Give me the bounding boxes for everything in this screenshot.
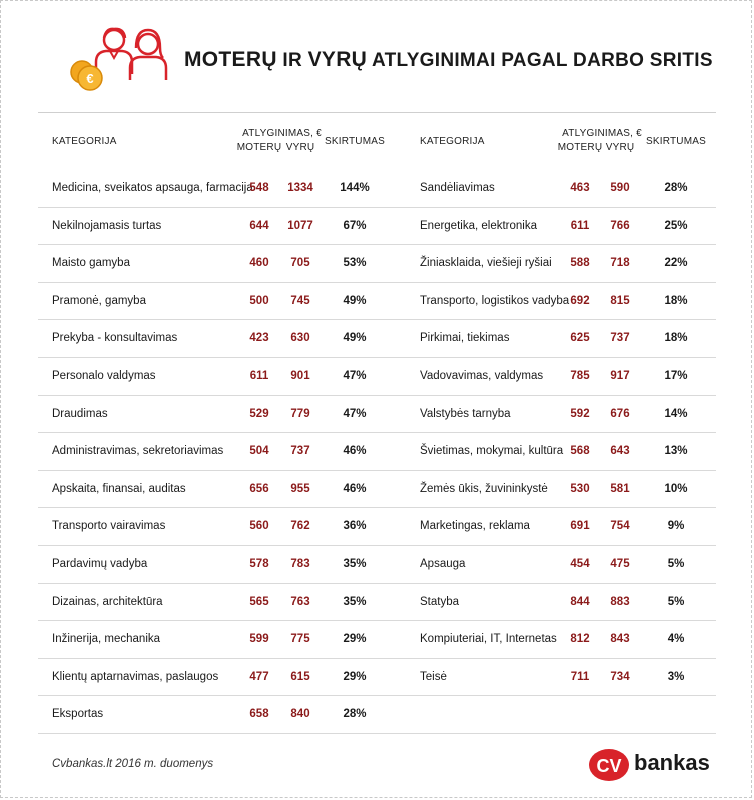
women-salary: 599 bbox=[249, 633, 269, 646]
women-salary: 785 bbox=[570, 369, 590, 382]
women-salary: 504 bbox=[249, 445, 269, 458]
men-salary: 643 bbox=[610, 445, 630, 458]
men-salary: 955 bbox=[290, 482, 310, 495]
table-row bbox=[38, 621, 716, 659]
salary-difference: 35% bbox=[343, 557, 367, 570]
category-label: Sandėliavimas bbox=[420, 182, 495, 194]
category-label: Transporto, logistikos vadyba bbox=[420, 294, 570, 307]
salary-difference: 14% bbox=[664, 407, 688, 420]
table-row bbox=[38, 433, 716, 471]
salary-table bbox=[38, 170, 716, 734]
header-salary-left: ATLYGINIMAS, € bbox=[242, 128, 322, 139]
women-salary: 711 bbox=[570, 670, 590, 683]
women-salary: 477 bbox=[249, 670, 269, 683]
salary-difference: 29% bbox=[343, 670, 367, 683]
table-row bbox=[38, 546, 716, 584]
brand-cv-text: CV bbox=[596, 756, 622, 776]
women-salary: 529 bbox=[249, 407, 269, 420]
men-salary: 718 bbox=[610, 257, 630, 270]
women-salary: 588 bbox=[570, 257, 590, 270]
cv-logo-icon bbox=[588, 748, 632, 782]
category-label: Apsauga bbox=[420, 557, 466, 570]
page-title bbox=[184, 48, 713, 72]
category-label: Pramonė, gamyba bbox=[52, 294, 146, 307]
women-salary: 568 bbox=[570, 445, 590, 458]
title-word-and: IR bbox=[282, 50, 302, 71]
salary-difference: 47% bbox=[343, 407, 367, 420]
category-label: Vadovavimas, valdymas bbox=[420, 369, 544, 382]
men-salary: 676 bbox=[610, 407, 630, 420]
title-word-men: VYRŲ bbox=[307, 48, 368, 71]
category-label: Transporto vairavimas bbox=[52, 520, 166, 533]
salary-difference: 28% bbox=[343, 708, 367, 721]
table-row bbox=[38, 208, 716, 246]
category-label: Valstybės tarnyba bbox=[420, 407, 511, 420]
salary-difference: 67% bbox=[343, 219, 367, 232]
women-salary: 463 bbox=[570, 182, 590, 194]
salary-difference: 144% bbox=[340, 182, 370, 194]
category-label: Statyba bbox=[420, 595, 459, 608]
women-salary: 844 bbox=[570, 595, 590, 608]
table-row bbox=[38, 584, 716, 622]
table-row bbox=[38, 396, 716, 434]
category-label: Eksportas bbox=[52, 708, 104, 721]
table-row bbox=[38, 283, 716, 321]
salary-difference: 49% bbox=[343, 332, 367, 345]
header bbox=[66, 22, 713, 92]
category-label: Žiniasklaida, viešieji ryšiai bbox=[420, 257, 552, 270]
table-row bbox=[38, 659, 716, 697]
category-label: Teisė bbox=[420, 670, 447, 683]
salary-difference: 18% bbox=[664, 332, 688, 345]
category-label: Apskaita, finansai, auditas bbox=[52, 482, 186, 495]
category-label: Nekilnojamasis turtas bbox=[52, 219, 162, 232]
category-label: Inžinerija, mechanika bbox=[52, 633, 161, 646]
women-salary: 625 bbox=[570, 332, 590, 345]
header-men-right: VYRŲ bbox=[605, 142, 635, 153]
women-salary: 423 bbox=[249, 332, 269, 345]
category-label: Švietimas, mokymai, kultūra bbox=[420, 445, 564, 458]
salary-difference: 10% bbox=[664, 482, 688, 495]
category-label: Pirkimai, tiekimas bbox=[420, 332, 510, 345]
women-salary: 611 bbox=[249, 369, 269, 382]
category-label: Dizainas, architektūra bbox=[52, 595, 163, 608]
women-salary: 578 bbox=[249, 557, 269, 570]
category-label: Medicina, sveikatos apsauga, farmacija bbox=[52, 182, 253, 194]
men-salary: 917 bbox=[610, 369, 630, 382]
women-salary: 692 bbox=[570, 294, 590, 307]
salary-difference: 36% bbox=[343, 520, 367, 533]
women-salary: 560 bbox=[249, 520, 269, 533]
header-diff-right: SKIRTUMAS bbox=[646, 136, 706, 147]
men-salary: 1077 bbox=[287, 219, 313, 232]
category-label: Prekyba - konsultavimas bbox=[52, 332, 178, 345]
salary-difference: 22% bbox=[664, 257, 688, 270]
salary-difference: 3% bbox=[667, 670, 685, 683]
brand-name: bankas bbox=[634, 750, 710, 775]
divider bbox=[38, 112, 716, 113]
header-category-right: KATEGORIJA bbox=[420, 136, 485, 147]
category-label: Maisto gamyba bbox=[52, 257, 130, 270]
category-label: Draudimas bbox=[52, 407, 108, 420]
men-salary: 754 bbox=[610, 520, 630, 533]
men-salary: 705 bbox=[290, 257, 310, 270]
men-salary: 734 bbox=[610, 670, 630, 683]
women-salary: 644 bbox=[249, 219, 269, 232]
women-salary: 611 bbox=[570, 219, 590, 232]
table-row bbox=[38, 170, 716, 208]
header-salary-right: ATLYGINIMAS, € bbox=[562, 128, 642, 139]
title-word-women: MOTERŲ bbox=[184, 48, 277, 71]
women-salary: 658 bbox=[249, 708, 269, 721]
category-label: Energetika, elektronika bbox=[420, 219, 537, 232]
people-icon bbox=[66, 22, 176, 92]
men-salary: 843 bbox=[610, 633, 630, 646]
header-diff-left: SKIRTUMAS bbox=[325, 136, 385, 147]
salary-difference: 17% bbox=[664, 369, 688, 382]
women-salary: 500 bbox=[249, 294, 269, 307]
salary-difference: 53% bbox=[343, 257, 367, 270]
coin-icon bbox=[71, 61, 102, 90]
salary-difference: 4% bbox=[667, 633, 685, 646]
women-salary: 691 bbox=[570, 520, 590, 533]
table-row bbox=[38, 471, 716, 509]
men-salary: 901 bbox=[290, 369, 310, 382]
header-men-left: VYRŲ bbox=[285, 142, 315, 153]
men-salary: 1334 bbox=[287, 182, 313, 194]
men-salary: 615 bbox=[290, 670, 310, 683]
men-salary: 779 bbox=[290, 407, 310, 420]
row-divider bbox=[38, 733, 716, 734]
category-label: Marketingas, reklama bbox=[420, 520, 530, 533]
women-salary: 656 bbox=[249, 482, 269, 495]
table-row bbox=[38, 320, 716, 358]
men-salary: 475 bbox=[610, 557, 630, 570]
table-row bbox=[38, 508, 716, 546]
table-row bbox=[38, 358, 716, 396]
men-salary: 737 bbox=[290, 445, 310, 458]
men-salary: 737 bbox=[610, 332, 630, 345]
category-label: Klientų aptarnavimas, paslaugos bbox=[52, 670, 219, 683]
men-salary: 883 bbox=[610, 595, 630, 608]
men-salary: 762 bbox=[290, 520, 310, 533]
table-row bbox=[38, 245, 716, 283]
salary-difference: 13% bbox=[664, 445, 688, 458]
salary-difference: 25% bbox=[664, 219, 688, 232]
men-salary: 590 bbox=[610, 182, 630, 194]
category-label: Žemės ūkis, žuvininkystė bbox=[420, 482, 548, 495]
women-salary: 454 bbox=[570, 557, 590, 570]
women-salary: 530 bbox=[570, 482, 590, 495]
salary-difference: 5% bbox=[667, 557, 685, 570]
source-note: Cvbankas.lt 2016 m. duomenys bbox=[52, 758, 214, 770]
men-salary: 630 bbox=[290, 332, 310, 345]
men-salary: 581 bbox=[610, 482, 630, 495]
salary-difference: 49% bbox=[343, 294, 367, 307]
men-salary: 840 bbox=[290, 708, 310, 721]
salary-difference: 5% bbox=[667, 595, 685, 608]
title-rest: ATLYGINIMAI PAGAL DARBO SRITIS bbox=[372, 50, 713, 71]
svg-text:€: € bbox=[86, 71, 94, 86]
men-salary: 763 bbox=[290, 595, 310, 608]
salary-difference: 47% bbox=[343, 369, 367, 382]
cvbankas-logo bbox=[588, 748, 714, 782]
men-salary: 745 bbox=[290, 294, 310, 307]
women-salary: 548 bbox=[249, 182, 269, 194]
category-label: Personalo valdymas bbox=[52, 369, 156, 382]
salary-difference: 28% bbox=[664, 182, 688, 194]
category-label: Administravimas, sekretoriavimas bbox=[52, 445, 224, 458]
women-salary: 812 bbox=[570, 633, 590, 646]
salary-difference: 35% bbox=[343, 595, 367, 608]
salary-difference: 46% bbox=[343, 482, 367, 495]
men-salary: 775 bbox=[290, 633, 310, 646]
header-women-right: MOTERŲ bbox=[557, 142, 603, 153]
men-salary: 766 bbox=[610, 219, 630, 232]
women-salary: 565 bbox=[249, 595, 269, 608]
category-label: Kompiuteriai, IT, Internetas bbox=[420, 633, 557, 646]
women-salary: 460 bbox=[249, 257, 269, 270]
men-salary: 783 bbox=[290, 557, 310, 570]
salary-difference: 46% bbox=[343, 445, 367, 458]
salary-difference: 18% bbox=[664, 294, 688, 307]
salary-difference: 9% bbox=[667, 520, 685, 533]
category-label: Pardavimų vadyba bbox=[52, 557, 148, 570]
header-women-left: MOTERŲ bbox=[236, 142, 282, 153]
header-category-left: KATEGORIJA bbox=[52, 136, 117, 147]
salary-difference: 29% bbox=[343, 633, 367, 646]
men-salary: 815 bbox=[610, 294, 630, 307]
table-row bbox=[38, 696, 716, 734]
women-salary: 592 bbox=[570, 407, 590, 420]
